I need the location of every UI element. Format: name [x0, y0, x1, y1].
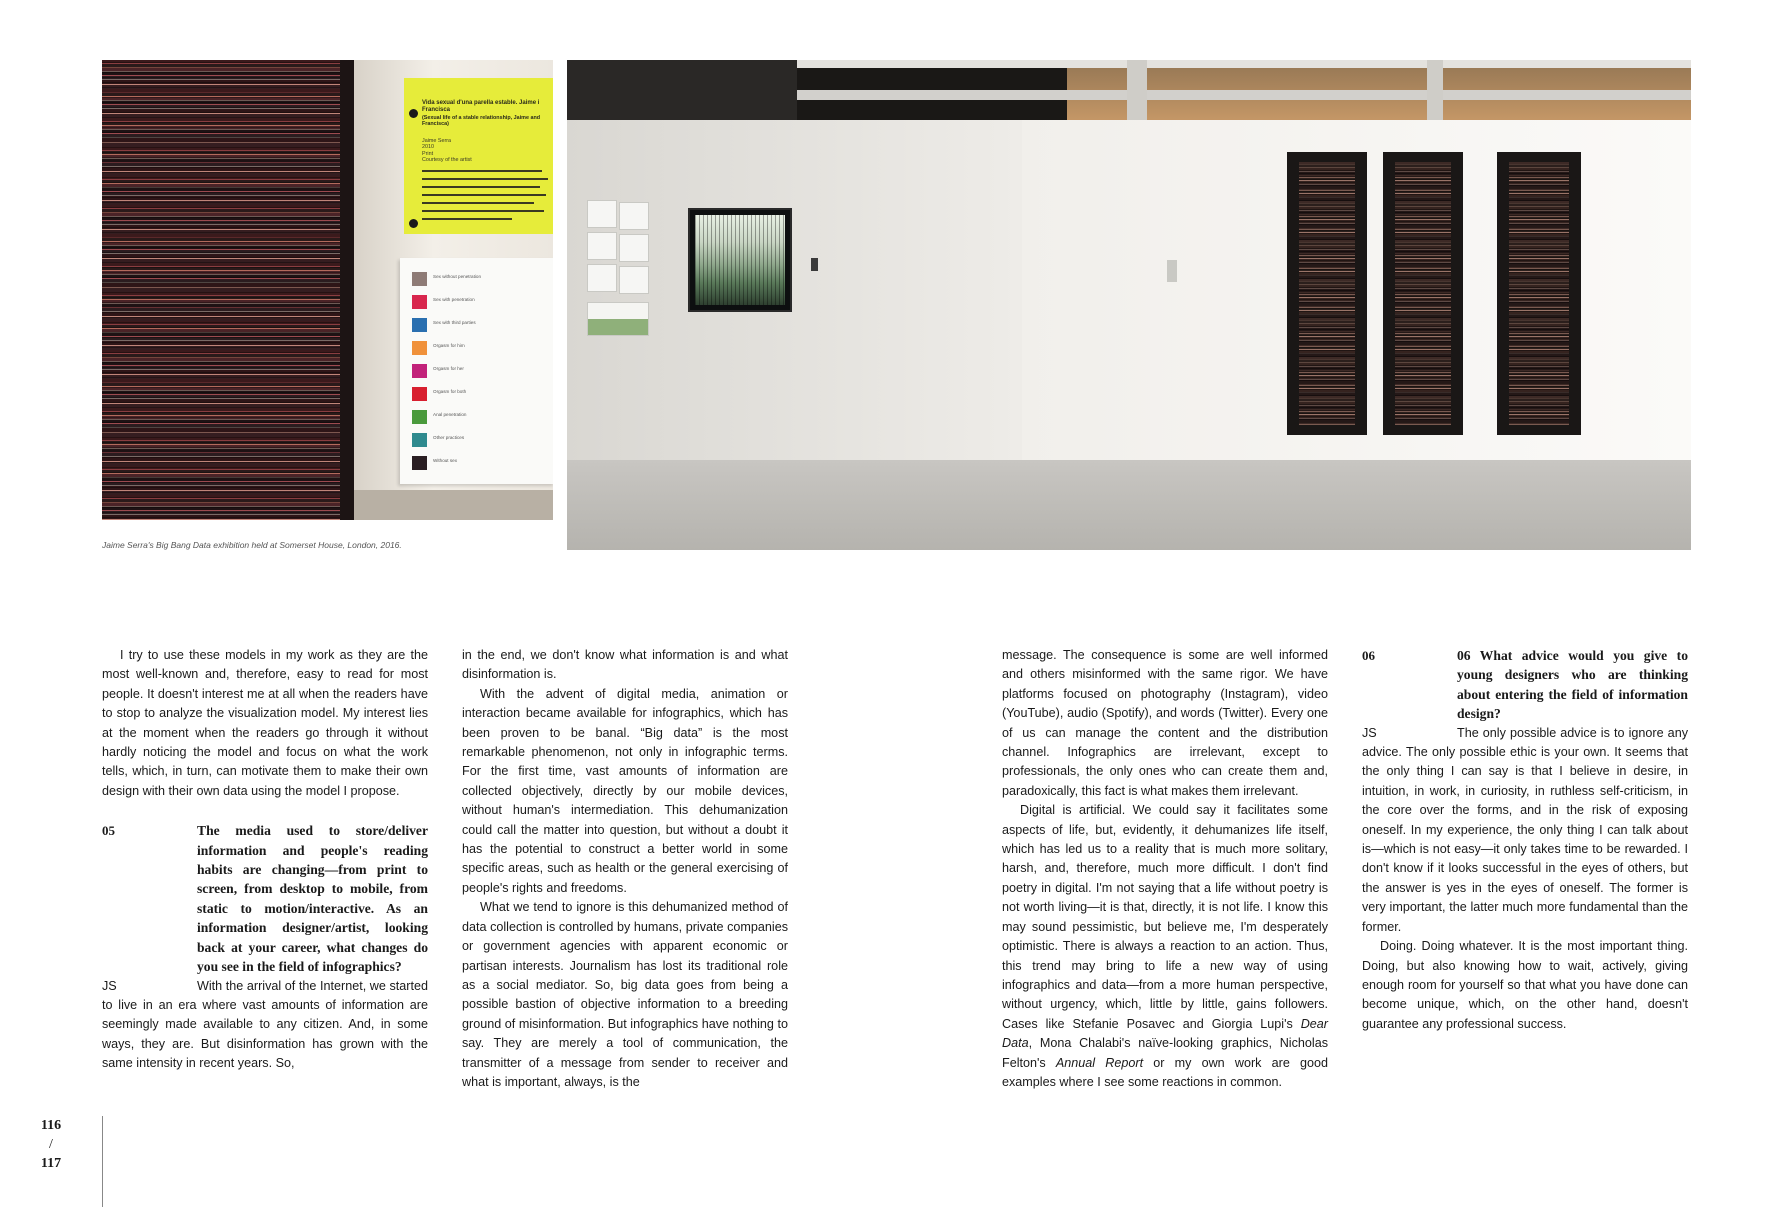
body-paragraph: message. The consequence is some are well informed and others misinformed with the same rigor. We have platforms focused on photography (Instagram), video (YouTube), audio (Spotify), and words (Twitter). Every one of us can manage the content and the distribution channel. Infographics are irrelevant, except to professionals, the only ones who can create them and, paradoxically, this fact is what makes them irrelevant. [1002, 648, 1328, 798]
book-title: Dear Data [1002, 1016, 1328, 1051]
legend-label: Orgasm for her [433, 366, 464, 371]
answer-paragraph [1362, 724, 1688, 937]
exhibition-photo-closeup [102, 60, 553, 520]
legend-label: Anal penetration [433, 412, 467, 417]
legend-label: Orgasm for both [433, 389, 467, 394]
photo-caption: Jaime Serra's Big Bang Data exhibition held at Somerset House, London, 2016. [102, 540, 402, 550]
paragraph-text: Digital is artificial. We could say it facilitates some aspects of life, but, evidently, it dehumanizes life itself, which has led us to a reality that is much more solitary, harsh, and, therefore, much more difficult. I don't find poetry in digital. I'm not saying that a life without poetry is not worth living—it is that, directly, it is not life. I know this may sound pessimistic, but believe me, I'm desperately optimistic. There is always a reaction to an action. Thus, this trend may bring to life a new way of using infographics and data—from a more human perspective, without urgency, which, little by little, gains followers. Cases like Stefanie Posavec and Giorgia Lupi's [1002, 803, 1328, 1031]
legend-label: Sex with penetration [433, 297, 475, 302]
panel-stripes [1299, 162, 1355, 425]
striped-panel-artwork [1497, 152, 1581, 435]
body-paragraph: With the advent of digital media, animation or interaction became available for infographics, which has been proven to be banal. “Big data” is the most remarkable phenomenon, not only in infographic terms. For the first time, vast amounts of information are collected objectively, directly by our mobile devices, without human's intermediation. This dehumanization could call the matter into question, but without a doubt it has the potential to construct a better world in some specific areas, such as health or the general exercising of people's rights and freedoms. [462, 686, 788, 895]
answer-paragraph [102, 977, 428, 1074]
body-paragraph: in the end, we don't know what information is and what disinformation is. [462, 648, 788, 682]
label-text-line [422, 170, 542, 172]
text-column-3 [1002, 646, 1328, 1092]
wall-device [811, 258, 818, 271]
label-text-line [422, 178, 548, 180]
screen-display [695, 215, 785, 305]
answer-text: The only possible advice is to ignore any advice. The only possible ethic is your own. It seems that the only thing I can say is that I believe in desire, in intuition, in work, in curiosity, in ruthless self-criticism, in the core over the forms, and in the risk of exposing oneself. In my experience, the only thing I can talk about is—which is not easy—it only takes time to be rewarded. I don't know if it looks successful in the eyes of others, but the answer is yes in the eyes of oneself. The former is very important, the latter much more fundamental than the former. [1362, 725, 1688, 934]
question-text: 06 What advice would you give to young designers who are thinking about entering the field of information design? [1457, 648, 1688, 722]
striped-artwork [102, 60, 345, 520]
question-number: 05 [102, 823, 115, 839]
legend-swatch [412, 410, 427, 424]
label-artist: Jaime Serra [422, 138, 452, 144]
small-framed-print [587, 264, 617, 292]
label-text-line [422, 210, 544, 212]
body-paragraph: Doing. Doing whatever. It is the most important thing. Doing, but also knowing how to wait, actively, giving enough room for yourself so that what you have done can become unique, which, on the other hand, doesn't guarantee any professional success. [1362, 939, 1688, 1031]
gallery-floor [354, 490, 553, 520]
legend-swatch [412, 341, 427, 355]
text-column-4 [1362, 646, 1688, 1034]
body-paragraph [1002, 801, 1328, 1092]
page-number-separator: / [49, 1137, 53, 1152]
gallery-left-wall [567, 120, 1022, 480]
text-column-2 [462, 646, 788, 1092]
gallery-floor [567, 460, 1691, 550]
folio-rule [102, 1116, 103, 1207]
answer-initials: JS [1362, 725, 1377, 740]
small-framed-print [587, 200, 617, 228]
answer-initials: JS [102, 978, 117, 993]
label-courtesy: Courtesy of the artist [422, 157, 472, 164]
page-numbers [34, 1116, 68, 1173]
book-title: Annual Report [1055, 1055, 1144, 1070]
legend-swatch [412, 295, 427, 309]
small-framed-print [587, 232, 617, 260]
legend-label: Sex with third parties [433, 320, 476, 325]
legend-label: Other practices [433, 435, 465, 440]
label-medium: Print [422, 150, 434, 157]
label-title: Vida sexual d'una parella estable. Jaime i Francisca [422, 100, 540, 113]
panel-stripes [1395, 162, 1451, 425]
answer-text: With the arrival of the Internet, we started to live in an era where vast amounts of information are seemingly made available to any citizen. And, in some ways, they are. But disinformation has grown with the same intensity in recent years. So, [102, 978, 428, 1071]
question-06 [1362, 646, 1688, 724]
text-column-1 [102, 646, 428, 1074]
small-framed-print [619, 202, 649, 230]
striped-panel-artwork [1383, 152, 1463, 435]
body-paragraph: What we tend to ignore is this dehumanized method of data collection is controlled by humans, private companies or government agencies with apparent economic or partisan interests. Journalism has lost its traditional role as a social mediator. So, big data goes from being a possible bastion of objective information to a breeding ground of misinformation. But infographics have nothing to say. They are merely a tool of communication, the transmitter of a message from sender to receiver and what is important, always, is the [462, 900, 788, 1089]
striped-panel-artwork [1287, 152, 1367, 435]
page-number-left: 116 [40, 1118, 62, 1133]
bullet-dot [409, 109, 418, 118]
artwork-label-card [404, 78, 553, 234]
wall-label [1167, 260, 1177, 282]
legend-label: Orgasm for him [433, 343, 465, 348]
question-number: 06 [1362, 648, 1375, 663]
page-number-right: 117 [40, 1156, 62, 1171]
label-text-line [422, 186, 540, 188]
small-framed-print [619, 234, 649, 262]
exhibition-photo-room [567, 60, 1691, 550]
bullet-dot [409, 219, 418, 228]
label-subtitle: (Sexual life of a stable relationship, Jaime and Francisca) [422, 115, 541, 128]
panel-stripes [1509, 162, 1569, 425]
label-text-line [422, 194, 546, 196]
label-text-line [422, 202, 534, 204]
legend-swatch [412, 318, 427, 332]
paragraph-text: or my own work are good examples where I see some reactions in common. [1002, 1055, 1329, 1089]
question-text: The media used to store/deliver information and people's reading habits are changing—from print to screen, from desktop to mobile, from static to motion/interactive. As an information designer/artist, looking back at your career, what changes do you see in the field of infographics? [197, 823, 428, 975]
legend-swatch [412, 387, 427, 401]
body-paragraph: I try to use these models in my work as they are the most well-known and, therefore, easy to read for most people. It doesn't interest me at all when the readers have to stop to analyze the visualization model. My interest lies at the moment when the readers go through it without hardly noticing the model and focus on what the work tells, which, in turn, can motivate them to make their own design with their own data using the model I propose. [102, 648, 428, 798]
legend-label: Sex without penetration [433, 274, 482, 279]
artwork-frame-edge [340, 60, 354, 520]
color-legend-card [400, 258, 553, 484]
small-framed-print [587, 302, 649, 336]
label-text-line [422, 218, 512, 220]
legend-label: Without sex [433, 458, 457, 463]
legend-swatch [412, 433, 427, 447]
label-year: 2010 [422, 144, 434, 151]
legend-swatch [412, 272, 427, 286]
question-05 [102, 821, 428, 976]
paragraph-text: , Mona Chalabi's naïve-looking graphics, Nicholas Felton's [1002, 1036, 1328, 1070]
legend-swatch [412, 364, 427, 378]
legend-swatch [412, 456, 427, 470]
small-framed-print [619, 266, 649, 294]
digital-screen-artwork [688, 208, 792, 312]
